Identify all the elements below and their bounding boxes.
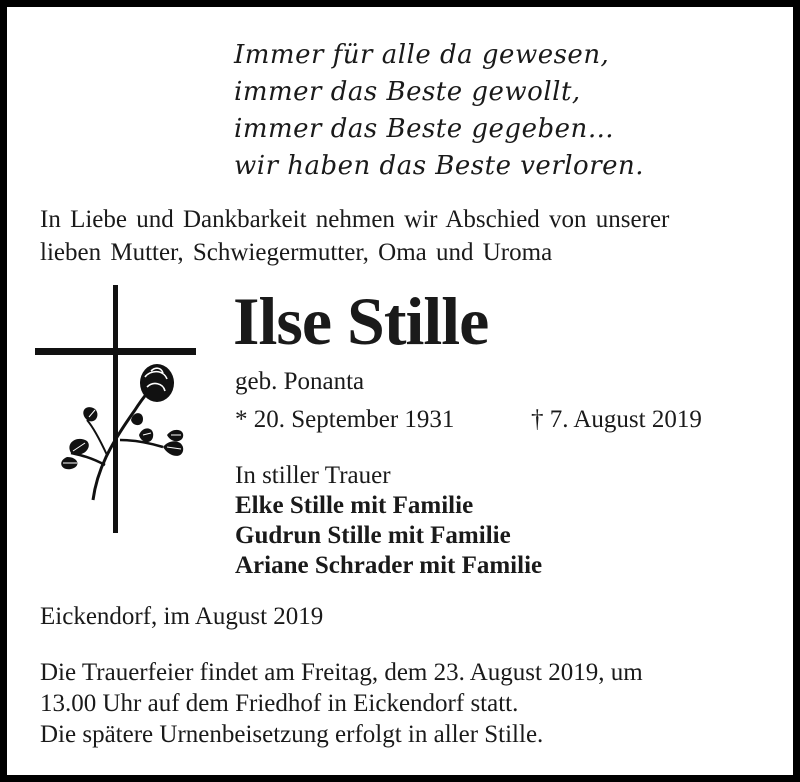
mourner-name: Gudrun Stille mit Familie <box>235 522 511 549</box>
mourners-heading: In stiller Trauer <box>235 462 391 489</box>
maiden-name: geb. Ponanta <box>235 368 365 395</box>
mourner-name: Ariane Schrader mit Familie <box>235 552 543 579</box>
poem-line: immer das Beste gewollt, <box>234 77 581 107</box>
funeral-line: Die Trauerfeier findet am Freitag, dem 23. August 2019, um <box>40 659 643 686</box>
mourner-name: Elke Stille mit Familie <box>235 492 474 519</box>
funeral-line: 13.00 Uhr auf dem Friedhof in Eickendorf statt. <box>40 690 519 717</box>
intro-line: lieben Mutter, Schwiegermutter, Oma und Uroma <box>40 239 553 266</box>
poem-line: Immer für alle da gewesen, <box>234 40 610 70</box>
cross-with-rose-icon <box>35 285 200 535</box>
funeral-line: Die spätere Urnenbeisetzung erfolgt in aller Stille. <box>40 721 544 748</box>
place-date: Eickendorf, im August 2019 <box>40 603 324 630</box>
funeral-info <box>40 657 643 750</box>
poem <box>234 37 644 185</box>
poem-line: wir haben das Beste verloren. <box>234 151 645 181</box>
poem-line: immer das Beste gegeben… <box>234 114 615 144</box>
death-date: † 7. August 2019 <box>531 406 702 433</box>
mourners <box>235 461 542 581</box>
deceased-name: Ilse Stille <box>233 283 489 359</box>
intro-line: In Liebe und Dankbarkeit nehmen wir Abschied von unserer <box>40 206 670 233</box>
birth-date: * 20. September 1931 <box>235 406 455 433</box>
intro-text <box>40 203 669 269</box>
